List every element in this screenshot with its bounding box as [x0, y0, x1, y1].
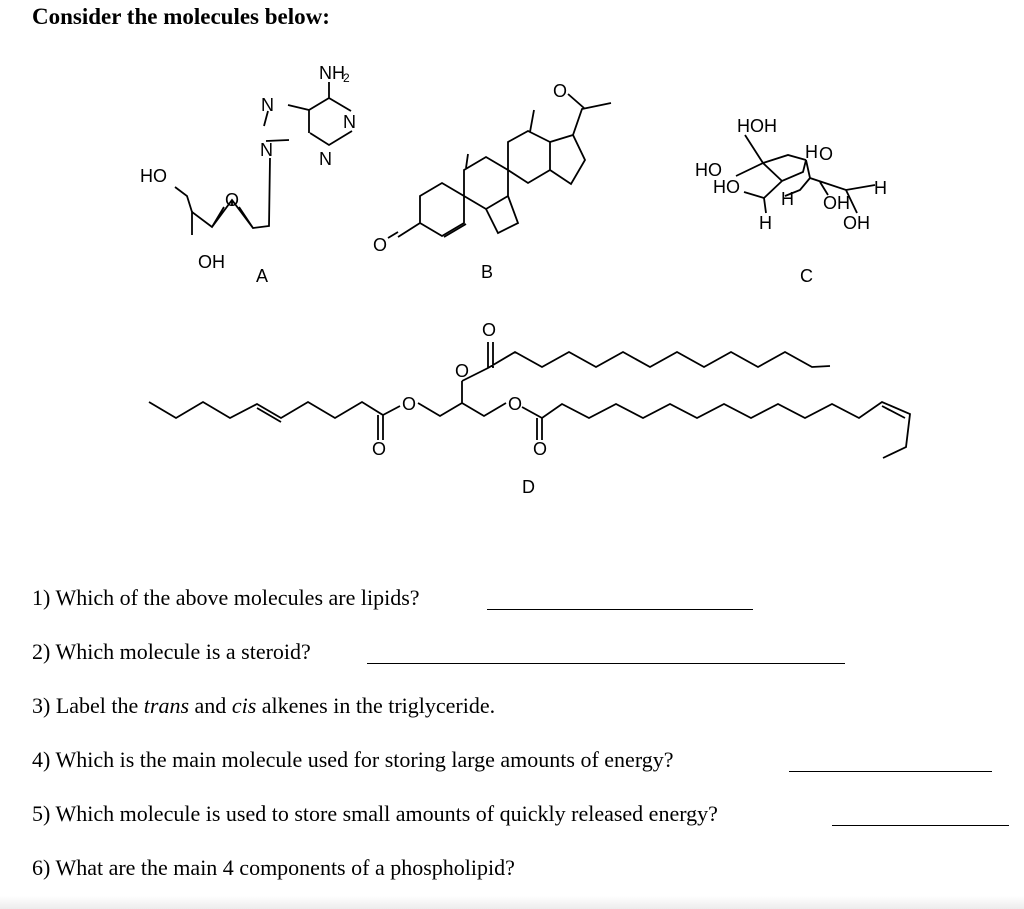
question-number: 1): [32, 585, 51, 610]
atom-label: O: [455, 361, 470, 381]
page-bottom-shadow: [0, 896, 1024, 909]
answer-line-2[interactable]: [367, 663, 845, 664]
atom-label: N: [319, 149, 332, 169]
molecule-label-a: A: [256, 266, 269, 286]
molecule-label-b: B: [481, 262, 494, 282]
atom-label: HO: [713, 177, 740, 197]
atom-label: N: [343, 112, 356, 132]
answer-line-4[interactable]: [789, 771, 992, 772]
atom-label: N: [260, 140, 273, 160]
question-term-cis: cis: [231, 693, 257, 718]
question-number: 3): [32, 693, 51, 718]
atom-label: O: [819, 144, 834, 164]
atom-label: HO: [140, 166, 167, 186]
atom-label: O: [372, 439, 387, 459]
atom-label: O: [225, 190, 240, 210]
atom-label: O: [553, 81, 568, 101]
molecule-c: [695, 116, 887, 286]
worksheet-heading: Consider the molecules below:: [32, 4, 330, 29]
answer-line-1[interactable]: [487, 609, 753, 610]
molecule-label-c: C: [800, 266, 813, 286]
question-number: 5): [32, 801, 51, 826]
atom-label: NH: [319, 63, 345, 83]
question-text: Which molecule is used to store small amounts of quickly released energy?: [55, 801, 718, 826]
atom-label: O: [533, 439, 548, 459]
question-text: Which is the main molecule used for storing large amounts of energy?: [55, 747, 674, 772]
atom-label: H: [781, 189, 794, 209]
question-term-trans: trans: [143, 693, 190, 718]
atom-label: H: [805, 142, 818, 162]
molecule-d: [149, 320, 910, 497]
atom-label: H: [874, 178, 887, 198]
atom-label: HO: [695, 160, 722, 180]
question-text: What are the main 4 components of a phospholipid?: [55, 855, 515, 880]
atom-label: OH: [843, 213, 870, 233]
atom-label: O: [482, 320, 497, 340]
atom-label: O: [508, 394, 523, 414]
molecule-b: [373, 81, 611, 282]
question-6: [32, 855, 515, 881]
question-4: [32, 747, 674, 773]
atom-label: OH: [823, 193, 850, 213]
molecule-label-d: D: [522, 477, 535, 497]
atom-label: OH: [198, 252, 225, 272]
question-text: Which molecule is a steroid?: [55, 639, 311, 664]
question-5: [32, 801, 718, 827]
question-2: [32, 639, 311, 665]
question-text-post: alkenes in the triglyceride.: [256, 693, 496, 718]
question-text: Which of the above molecules are lipids?: [55, 585, 420, 610]
answer-line-5[interactable]: [832, 825, 1009, 826]
atom-label: HOH: [737, 116, 777, 136]
question-number: 2): [32, 639, 51, 664]
question-text-pre: Label the: [55, 693, 144, 718]
atom-label: H: [759, 213, 772, 233]
atom-label: O: [373, 235, 388, 255]
atom-subscript: 2: [343, 71, 350, 85]
atom-label: N: [261, 95, 274, 115]
question-number: 4): [32, 747, 51, 772]
molecule-a: [140, 63, 356, 286]
question-text-mid: and: [189, 693, 232, 718]
question-1: [32, 585, 420, 611]
atom-label: O: [402, 394, 417, 414]
question-number: 6): [32, 855, 51, 880]
question-3: [32, 693, 495, 719]
